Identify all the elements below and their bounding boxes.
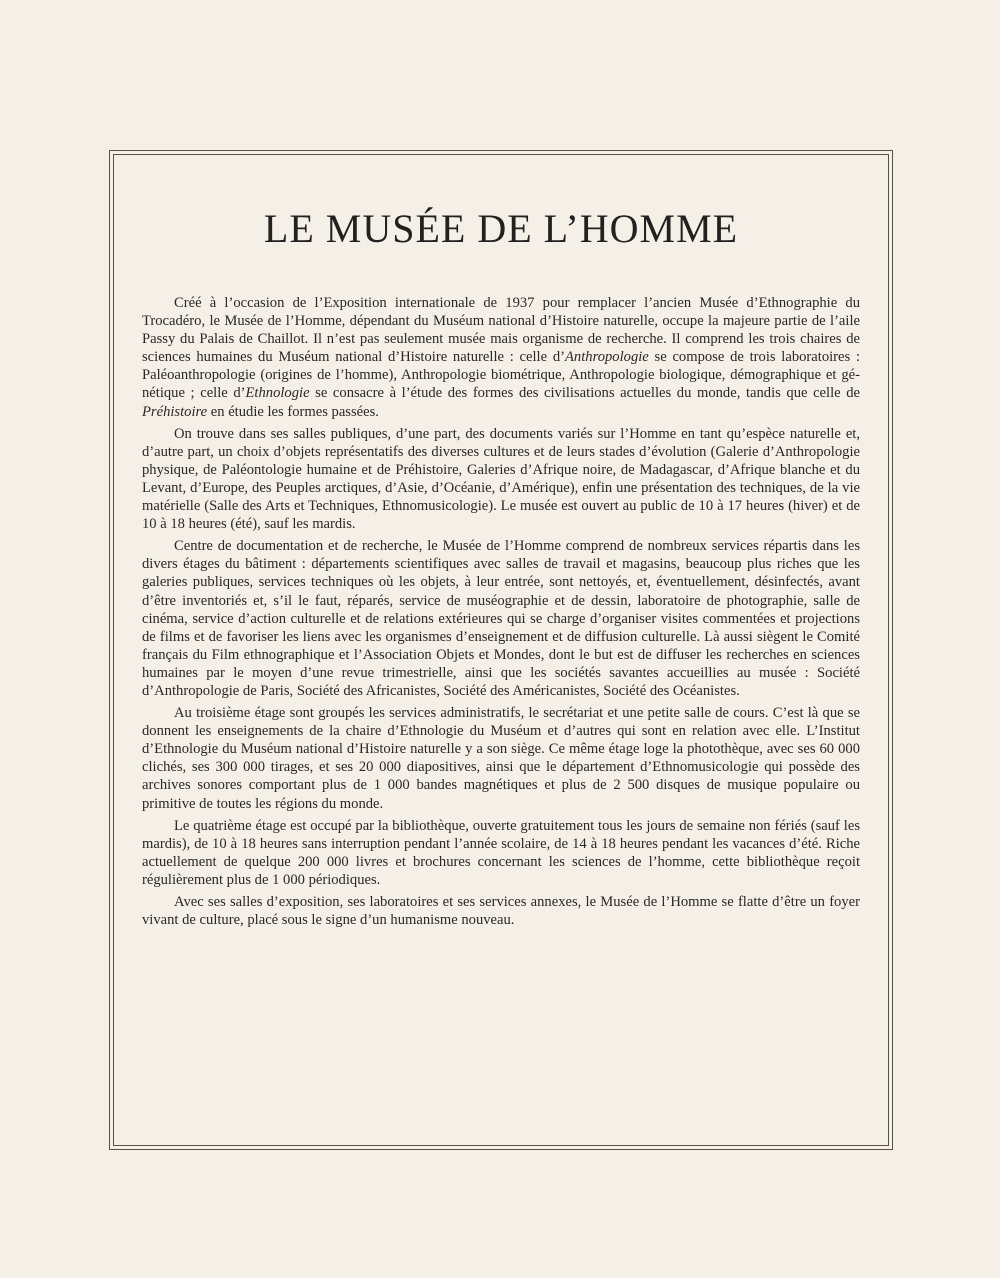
text-run: se compose de trois laboratoires : Paléoanthropologie (origines de l’homme), Anthropologie biométrique, Anthropologie biologique, démographique et génétique ; celle d’ [142,349,860,402]
text-run: On trouve dans ses salles publiques, d’une part, des documents variés sur l’Homme en tant qu’espèce naturelle et, d’autre part, un choix d’objets représentatifs des diverses cultures et de leurs stades d’évolution (Galerie d’Anthropologie physique, de Paléontologie humaine et de Préhistoire, Galeries d’Afrique noire, de Madagascar, d’Afrique blanche et du Levant, d’Europe, des Peuples arctiques, d’Asie, d’Océanie, d’Amérique), enfin une présentation des techniques, de la vie matérielle (Salle des Arts et Techniques, Ethnomusicologie). Le musée est ouvert au public de 10 à 17 heures (hiver) et de 10 à 18 heures (été), sauf les mardis. [142,425,860,533]
text-run: Le quatrième étage est occupé par la bibliothèque, ouverte gratuitement tous les jours de semaine non fériés (sauf les mardis), de 10 à 18 heures sans interruption pendant l’année scolaire, de 14 à 18 heures pendant les vacances d’été. Riche actuellement de quelque 200 000 livres et brochures concernant les sciences de l’homme, cette bibliothèque reçoit régulièrement plus de 1 000 périodiques. [142,817,860,888]
text-run: Créé à l’occasion de l’Exposition internationale de 1937 pour remplacer l’ancien Musée d’Ethnographie du Trocadéro, le Musée de l’Homme, dépendant du Muséum national d’Histoire naturelle, occupe la majeure partie de l’aile Passy du Palais de Chaillot. Il n’est pas seulement musée mais organisme de recherche. Il comprend les trois chaires de sciences humaines du Muséum national d’Histoire naturelle : celle d’ [142,295,860,366]
page-title: LE MUSÉE DE L’HOMME [263,206,739,251]
paragraph [142,817,860,889]
text-run: Au troisième étage sont groupés les services administratifs, le secrétariat et une petite salle de cours. C’est là que se donnent les enseignements de la chaire d’Ethnologie du Muséum et d’autres qui sont en relation avec elle. L’Institut d’Ethnologie du Muséum national d’Histoire naturelle y a son siège. Ce même étage loge la photothèque, avec ses 60 000 clichés, ses 300 000 tirages, et ses 20 000 diapositives, ainsi que le département d’Ethnomusicologie qui possède des archives sonores comportant plus de 1 000 bandes magnétiques et plus de 2 500 disques de musique populaire ou primitive de toutes les régions du monde. [142,705,860,812]
paragraph [142,893,860,929]
italic-term: Ethnologie [245,385,310,402]
text-run: en étudie les formes passées. [207,403,379,420]
italic-term: Préhistoire [142,403,208,420]
paragraph [142,704,860,813]
paragraph [142,425,860,534]
text-run: se consacre à l’étude des formes des civilisations actuelles du monde, tandis que celle de [309,385,860,402]
paragraph [142,537,860,700]
paragraph [142,294,860,421]
article-body [142,294,860,933]
text-run: Centre de documentation et de recherche, le Musée de l’Homme comprend de nombreux services répartis dans les divers étages du bâtiment : départements scientifiques avec salles de travail et magasins, beaucoup plus riches que les galeries publiques, services techniques où les objets, à leur entrée, sont nettoyés, et, éventuellement, désinfectés, avant d’être inventoriés et, s’il le faut, réparés, service de muséographie et de dessin, laboratoire de photographie, salle de cinéma, service d’action culturelle et de relations extérieures qui se charge d’organiser visites commentées et projections de films et de favoriser les liens avec les organismes d’enseignement et de diffusion culturelle. Là aussi siègent le Comité français du Film ethnographique et l’Association Objets et Mondes, dont le but est de diffuser les recherches en sciences humaines par le moyen d’une revue trimestrielle, ainsi que les sociétés savantes accueillies au musée : Société d’Anthropologie de Paris, Société des Africanistes, Société des Américanistes, Société des Océanistes. [142,538,860,699]
text-run: Avec ses salles d’exposition, ses laboratoires et ses services annexes, le Musée de l’Homme se flatte d’être un foyer vivant de culture, placé sous le signe d’un humanisme nouveau. [142,894,860,929]
italic-term: Anthropologie [565,349,649,366]
